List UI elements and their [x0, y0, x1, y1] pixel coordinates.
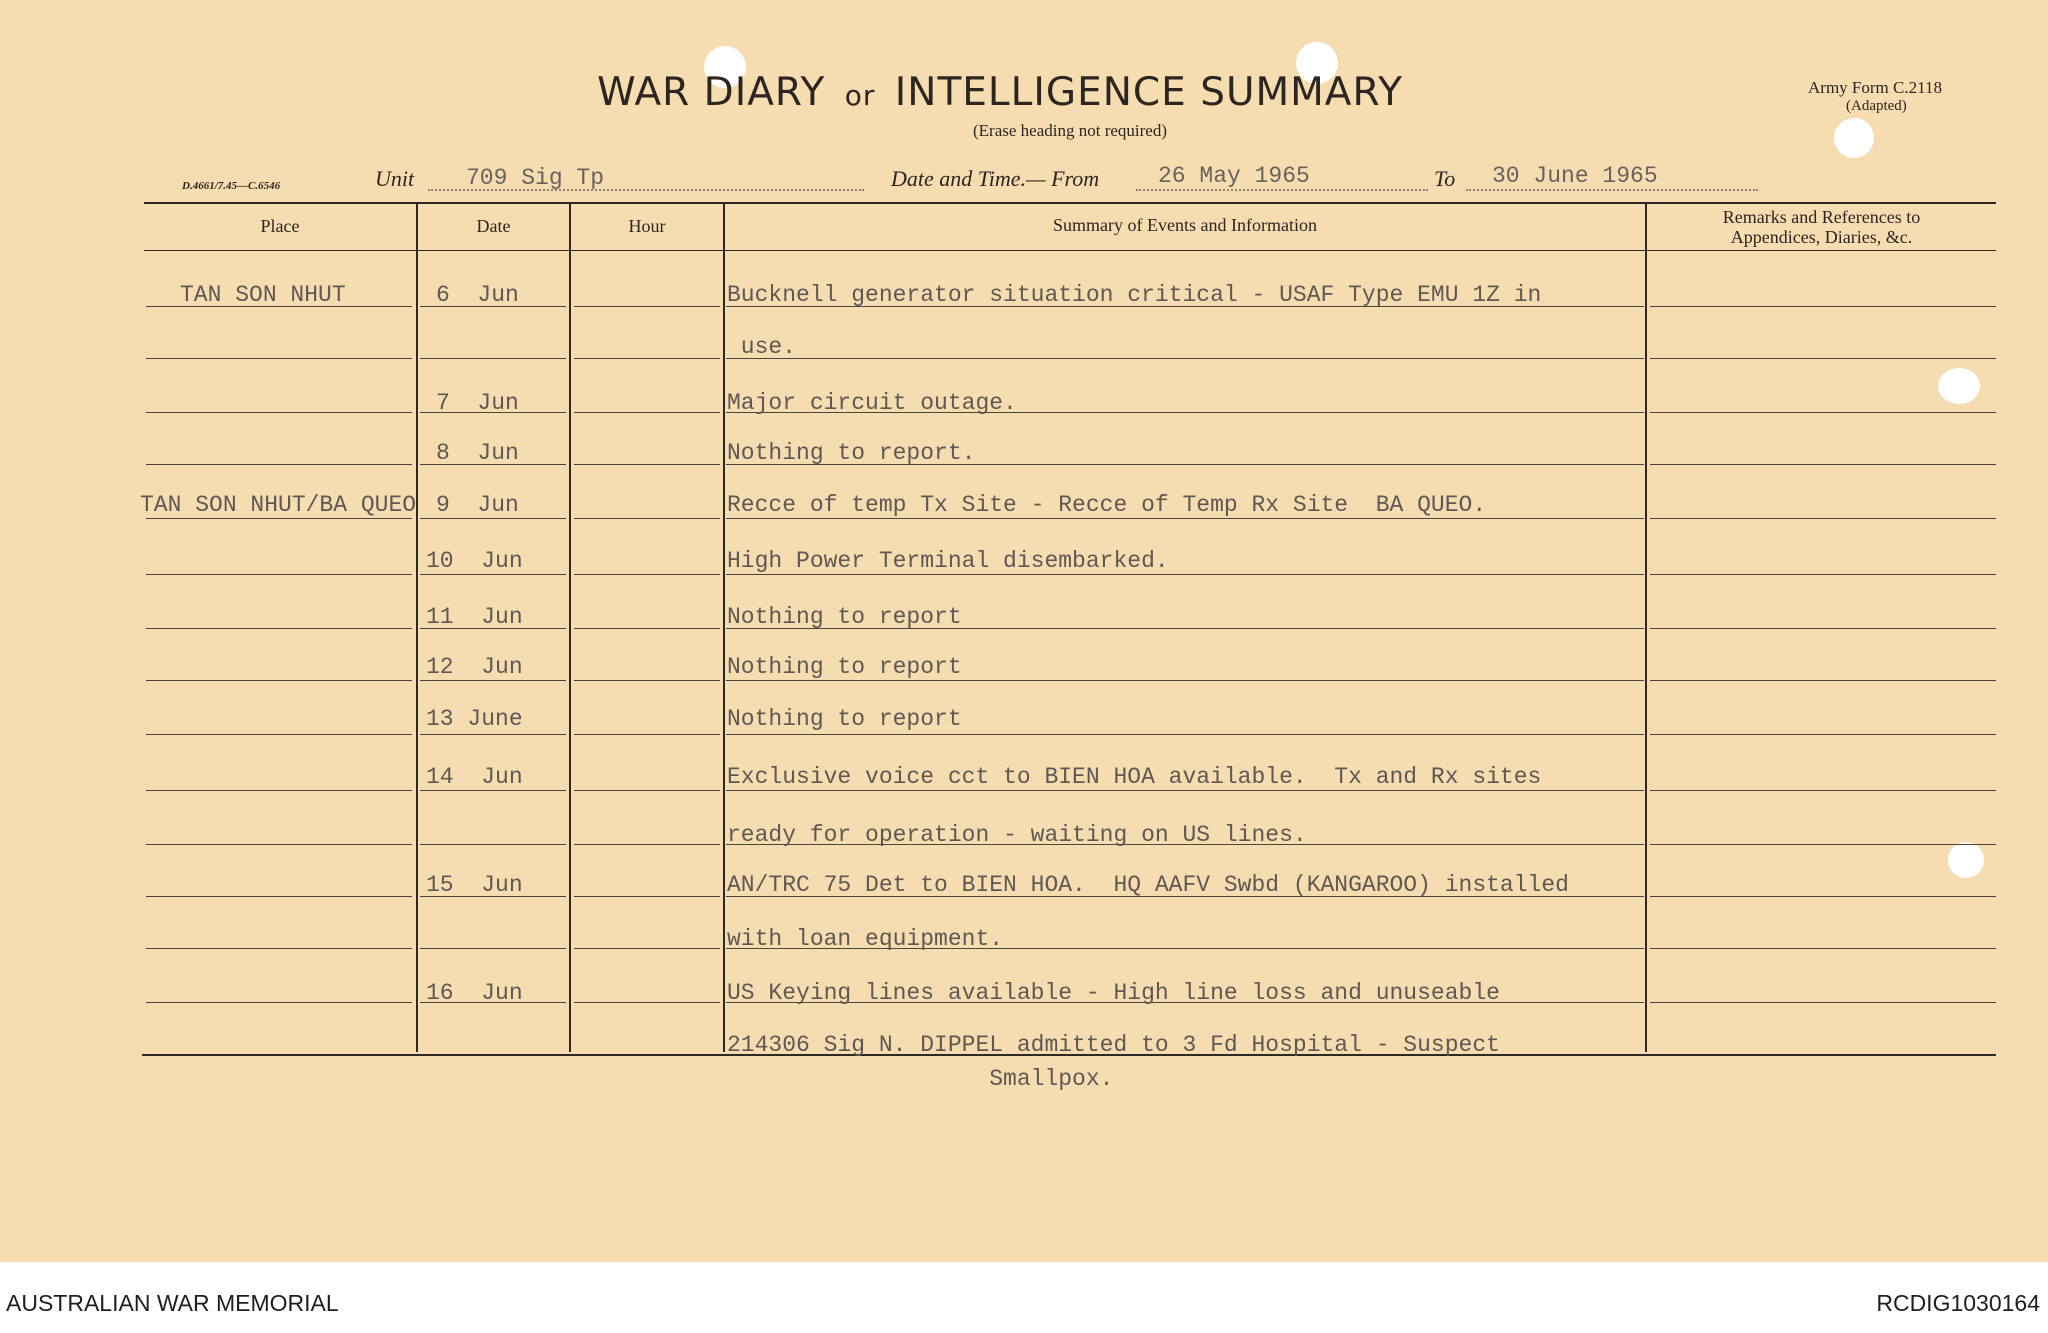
ruled-line: [1650, 790, 1996, 791]
form-adapted: (Adapted): [1846, 98, 1907, 114]
entry-date: 6 Jun: [436, 282, 519, 308]
ruled-line: [1650, 574, 1996, 575]
column-header-remarks: [1647, 207, 1996, 247]
ruled-line: [420, 680, 566, 681]
ruled-line: [726, 574, 1644, 575]
column-divider: [1645, 202, 1647, 1052]
footer-right: RCDIG1030164: [1876, 1290, 2040, 1316]
entry-date: 10 Jun: [426, 548, 523, 574]
date-from-dotted-line: [1136, 189, 1428, 191]
ruled-line: [574, 464, 720, 465]
document-reference: D.4661/7.45—C.6546: [182, 180, 281, 192]
ruled-line: [574, 790, 720, 791]
entry-summary: Nothing to report.: [727, 440, 976, 466]
army-form-code: [1808, 78, 1988, 116]
entry-summary: Nothing to report: [727, 604, 962, 630]
ruled-line: [146, 790, 412, 791]
entry-date: 7 Jun: [436, 390, 519, 416]
ruled-line: [1650, 464, 1996, 465]
ruled-line: [1650, 1002, 1996, 1003]
ruled-line: [1650, 412, 1996, 413]
ruled-line: [146, 628, 412, 629]
ruled-line: [146, 680, 412, 681]
ruled-line: [1650, 628, 1996, 629]
ruled-line: [420, 574, 566, 575]
entry-summary: Bucknell generator situation critical - USAF Type EMU 1Z in: [727, 282, 1542, 308]
entry-summary: Smallpox.: [727, 1066, 1114, 1092]
ruled-line: [726, 680, 1644, 681]
entry-date: 16 Jun: [426, 980, 523, 1006]
title-intelligence-summary: INTELLIGENCE SUMMARY: [894, 70, 1403, 115]
entry-date: 9 Jun: [436, 492, 519, 518]
date-to-value: 30 June 1965: [1492, 163, 1658, 189]
ruled-line: [146, 896, 412, 897]
entry-summary: US Keying lines available - High line loss and unuseable: [727, 980, 1500, 1006]
unit-value: 709 Sig Tp: [466, 165, 605, 191]
ruled-line: [574, 518, 720, 519]
column-divider: [416, 202, 418, 1052]
ruled-line: [1650, 896, 1996, 897]
ruled-line: [1650, 948, 1996, 949]
document-title: [0, 70, 2000, 115]
entry-summary: High Power Terminal disembarked.: [727, 548, 1169, 574]
column-divider: [569, 202, 571, 1052]
ruled-line: [1650, 358, 1996, 359]
ruled-line: [574, 306, 720, 307]
column-header-date: Date: [476, 216, 511, 236]
ruled-line: [420, 790, 566, 791]
ruled-line: [726, 358, 1644, 359]
punch-hole: [1938, 368, 1980, 404]
entry-date: 12 Jun: [426, 654, 523, 680]
ruled-line: [726, 734, 1644, 735]
entry-date: 13 June: [426, 706, 523, 732]
unit-label: Unit: [375, 166, 415, 191]
entry-summary: Nothing to report: [727, 706, 962, 732]
entry-date: 14 Jun: [426, 764, 523, 790]
ruled-line: [146, 844, 412, 845]
table-top-border: [144, 202, 1996, 204]
ruled-line: [420, 948, 566, 949]
ruled-line: [146, 464, 412, 465]
ruled-line: [574, 734, 720, 735]
entry-summary: Major circuit outage.: [727, 390, 1017, 416]
ruled-line: [1650, 844, 1996, 845]
column-header-summary: Summary of Events and Information: [1053, 215, 1317, 235]
entry-summary: Exclusive voice cct to BIEN HOA available. Tx and Rx sites: [727, 764, 1542, 790]
title-or: or: [844, 79, 876, 112]
entry-summary: 214306 Sig N. DIPPEL admitted to 3 Fd Hospital - Suspect: [727, 1032, 1500, 1058]
entry-summary: Recce of temp Tx Site - Recce of Temp Rx Site BA QUEO.: [727, 492, 1487, 518]
ruled-line: [146, 948, 412, 949]
entry-date: 11 Jun: [426, 604, 523, 630]
ruled-line: [574, 844, 720, 845]
ruled-line: [1650, 306, 1996, 307]
entry-summary: AN/TRC 75 Det to BIEN HOA. HQ AAFV Swbd (KANGAROO) installed: [727, 872, 1569, 898]
entry-date: 8 Jun: [436, 440, 519, 466]
entry-summary: ready for operation - waiting on US lines.: [727, 822, 1307, 848]
footer-left: AUSTRALIAN WAR MEMORIAL: [6, 1290, 339, 1316]
entry-summary: use.: [727, 334, 797, 360]
ruled-line: [574, 1002, 720, 1003]
date-to-dotted-line: [1466, 189, 1758, 191]
entry-summary: Nothing to report: [727, 654, 962, 680]
ruled-line: [420, 358, 566, 359]
ruled-line: [146, 734, 412, 735]
title-war-diary: WAR DIARY: [597, 70, 826, 115]
column-divider: [723, 202, 725, 1052]
ruled-line: [420, 844, 566, 845]
date-to-label: To: [1434, 166, 1456, 191]
ruled-line: [1650, 734, 1996, 735]
ruled-line: [420, 518, 566, 519]
ruled-line: [146, 412, 412, 413]
ruled-line: [574, 628, 720, 629]
ruled-line: [574, 680, 720, 681]
ruled-line: [574, 412, 720, 413]
entry-date: 15 Jun: [426, 872, 523, 898]
ruled-line: [146, 574, 412, 575]
remarks-header-line-1: Remarks and References to: [1722, 207, 1921, 227]
entry-place: TAN SON NHUT: [180, 282, 346, 308]
ruled-line: [574, 948, 720, 949]
ruled-line: [420, 734, 566, 735]
column-header-place: Place: [260, 216, 300, 236]
subtitle: (Erase heading not required): [973, 121, 1167, 140]
ruled-line: [574, 896, 720, 897]
punch-hole: [1948, 842, 1984, 878]
ruled-line: [146, 358, 412, 359]
date-from-value: 26 May 1965: [1158, 163, 1310, 189]
ruled-line: [146, 1002, 412, 1003]
form-code: Army Form C.2118: [1808, 78, 1942, 97]
ruled-line: [574, 358, 720, 359]
ruled-line: [1650, 680, 1996, 681]
column-header-hour: Hour: [628, 216, 666, 236]
header-bottom-border: [144, 250, 1996, 251]
date-from-label: Date and Time.— From: [891, 166, 1100, 191]
ruled-line: [574, 574, 720, 575]
ruled-line: [726, 790, 1644, 791]
entry-place: TAN SON NHUT/BA QUEO: [140, 492, 417, 518]
ruled-line: [726, 518, 1644, 519]
remarks-header-line-2: Appendices, Diaries, &c.: [1730, 227, 1913, 247]
ruled-line: [146, 518, 412, 519]
entry-summary: with loan equipment.: [727, 926, 1004, 952]
ruled-line: [1650, 518, 1996, 519]
